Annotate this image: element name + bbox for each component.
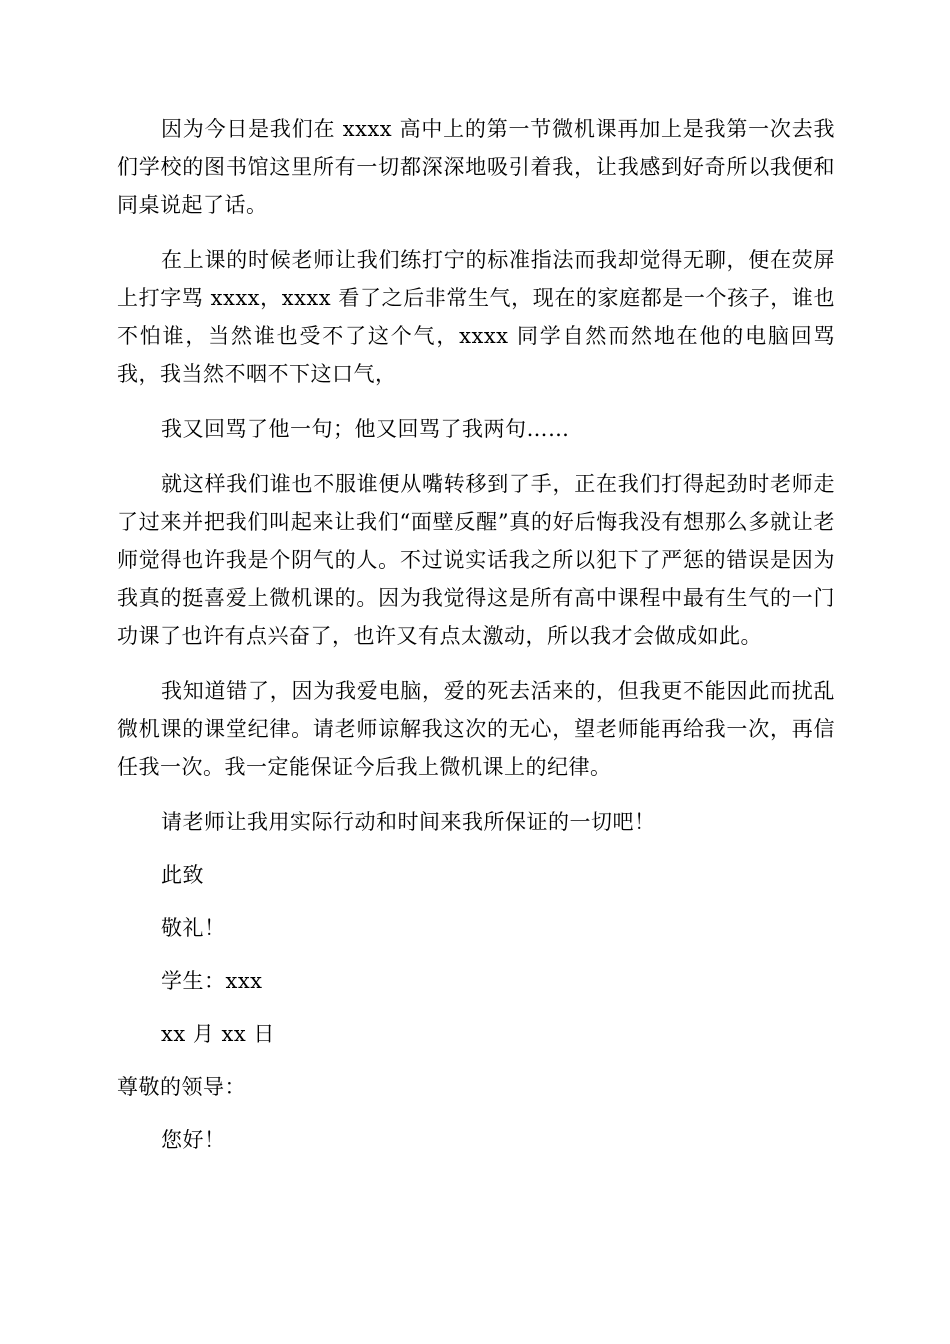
hello-line: 您好！ — [161, 1128, 226, 1152]
date-line: xx 月 xx 日 — [161, 1022, 275, 1046]
document-page — [117, 110, 835, 1159]
paragraph: 我又回骂了他一句；他又回骂了我两句…… — [161, 417, 570, 441]
paragraph: 在上课的时候老师让我们练打宁的标准指法而我却觉得无聊，便在荧屏上打字骂 xxxx，xxxx 看了之后非常生气，现在的家庭都是一个孩子，谁也不怕谁，当然谁也受不了这个气，xxxx 同学自然而然地在他的电脑回骂我，我当然不咽不下这口气， — [117, 248, 835, 386]
salute-line: 敬礼！ — [161, 916, 226, 940]
greeting-line: 尊敬的领导： — [117, 1075, 246, 1099]
paragraph: 就这样我们谁也不服谁便从嘴转移到了手，正在我们打得起劲时老师走了过来并把我们叫起来让我们“面壁反醒”真的好后悔我没有想那么多就让老师觉得也许我是个阴气的人。不过说实话我之所以犯下了严惩的错误是因为我真的挺喜爱上微机课的。因为我觉得这是所有高中课程中最有生气的一门功课了也许有点兴奋了，也许又有点太激动，所以我才会做成如此。 — [117, 472, 835, 648]
paragraph: 请老师让我用实际行动和时间来我所保证的一切吧！ — [161, 810, 656, 834]
closing-line: 此致 — [161, 863, 204, 887]
paragraph: 因为今日是我们在 xxxx 高中上的第一节微机课再加上是我第一次去我们学校的图书馆这里所有一切都深深地吸引着我，让我感到好奇所以我便和同桌说起了话。 — [117, 117, 835, 217]
signature-line: 学生：xxx — [161, 969, 263, 993]
paragraph: 我知道错了，因为我爱电脑，爱的死去活来的，但我更不能因此而扰乱微机课的课堂纪律。请老师谅解我这次的无心，望老师能再给我一次，再信任我一次。我一定能保证今后我上微机课上的纪律。 — [117, 679, 835, 779]
